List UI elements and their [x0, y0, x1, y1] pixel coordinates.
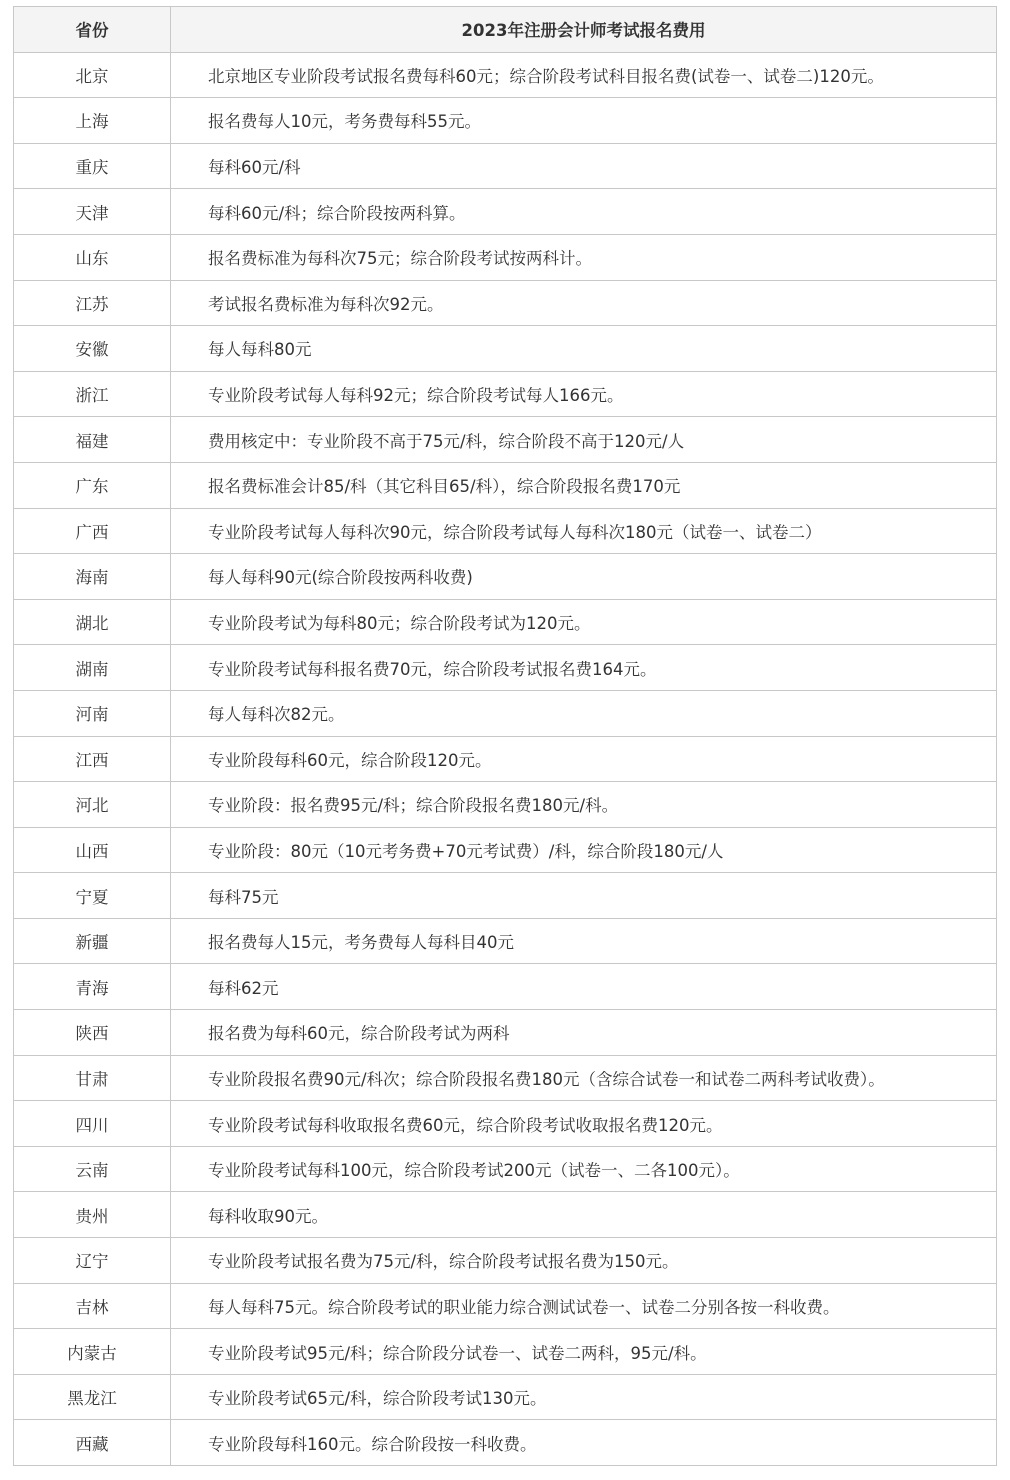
province-cell: 天津 [14, 189, 171, 235]
table-row [14, 690, 997, 736]
table-row [14, 234, 997, 280]
province-cell: 新疆 [14, 918, 171, 964]
table-row [14, 918, 997, 964]
header-fee: 2023年注册会计师考试报名费用 [171, 7, 997, 53]
province-cell: 江西 [14, 736, 171, 782]
fee-cell: 专业阶段考试报名费为75元/科，综合阶段考试报名费为150元。 [171, 1238, 997, 1284]
province-cell: 河南 [14, 690, 171, 736]
fee-cell: 专业阶段考试每科100元，综合阶段考试200元（试卷一、二各100元）。 [171, 1146, 997, 1192]
fee-cell: 报名费为每科60元，综合阶段考试为两科 [171, 1010, 997, 1056]
fee-cell: 每人每科75元。综合阶段考试的职业能力综合测试试卷一、试卷二分别各按一科收费。 [171, 1283, 997, 1329]
fee-cell: 专业阶段：报名费95元/科；综合阶段报名费180元/科。 [171, 782, 997, 828]
fee-cell: 专业阶段考试每人每科92元；综合阶段考试每人166元。 [171, 371, 997, 417]
province-cell: 广西 [14, 508, 171, 554]
table-row [14, 873, 997, 919]
fee-cell: 专业阶段考试每科收取报名费60元，综合阶段考试收取报名费120元。 [171, 1101, 997, 1147]
province-cell: 重庆 [14, 143, 171, 189]
fee-cell: 专业阶段考试每科报名费70元，综合阶段考试报名费164元。 [171, 645, 997, 691]
province-cell: 山西 [14, 827, 171, 873]
province-cell: 贵州 [14, 1192, 171, 1238]
province-cell: 浙江 [14, 371, 171, 417]
fee-cell: 每科收取90元。 [171, 1192, 997, 1238]
province-cell: 湖北 [14, 599, 171, 645]
table-row [14, 417, 997, 463]
table-row [14, 1420, 997, 1466]
province-cell: 黑龙江 [14, 1374, 171, 1420]
fee-table [13, 6, 997, 1466]
province-cell: 河北 [14, 782, 171, 828]
table-row [14, 1329, 997, 1375]
province-cell: 湖南 [14, 645, 171, 691]
fee-cell: 费用核定中：专业阶段不高于75元/科，综合阶段不高于120元/人 [171, 417, 997, 463]
table-row [14, 280, 997, 326]
table-row [14, 98, 997, 144]
table-row [14, 554, 997, 600]
table-row [14, 1238, 997, 1284]
fee-cell: 每人每科80元 [171, 326, 997, 372]
table-row [14, 782, 997, 828]
fee-cell: 专业阶段考试95元/科；综合阶段分试卷一、试卷二两科，95元/科。 [171, 1329, 997, 1375]
fee-cell: 报名费每人10元，考务费每科55元。 [171, 98, 997, 144]
fee-cell: 专业阶段报名费90元/科次；综合阶段报名费180元（含综合试卷一和试卷二两科考试收费）。 [171, 1055, 997, 1101]
table-row [14, 508, 997, 554]
province-cell: 西藏 [14, 1420, 171, 1466]
fee-cell: 报名费标准为每科次75元；综合阶段考试按两科计。 [171, 234, 997, 280]
province-cell: 四川 [14, 1101, 171, 1147]
fee-cell: 专业阶段：80元（10元考务费+70元考试费）/科，综合阶段180元/人 [171, 827, 997, 873]
table-row [14, 736, 997, 782]
fee-cell: 每人每科次82元。 [171, 690, 997, 736]
province-cell: 山东 [14, 234, 171, 280]
province-cell: 江苏 [14, 280, 171, 326]
table-row [14, 1010, 997, 1056]
fee-cell: 每人每科90元(综合阶段按两科收费) [171, 554, 997, 600]
province-cell: 宁夏 [14, 873, 171, 919]
fee-cell: 考试报名费标准为每科次92元。 [171, 280, 997, 326]
table-row [14, 645, 997, 691]
fee-cell: 专业阶段每科60元，综合阶段120元。 [171, 736, 997, 782]
table-header-row [14, 7, 997, 53]
province-cell: 陕西 [14, 1010, 171, 1056]
fee-cell: 每科75元 [171, 873, 997, 919]
table-row [14, 143, 997, 189]
province-cell: 云南 [14, 1146, 171, 1192]
fee-cell: 专业阶段考试每人每科次90元，综合阶段考试每人每科次180元（试卷一、试卷二） [171, 508, 997, 554]
table-row [14, 1374, 997, 1420]
province-cell: 青海 [14, 964, 171, 1010]
province-cell: 吉林 [14, 1283, 171, 1329]
province-cell: 福建 [14, 417, 171, 463]
table-row [14, 964, 997, 1010]
fee-cell: 报名费每人15元，考务费每人每科目40元 [171, 918, 997, 964]
fee-cell: 专业阶段每科160元。综合阶段按一科收费。 [171, 1420, 997, 1466]
table-row [14, 462, 997, 508]
province-cell: 辽宁 [14, 1238, 171, 1284]
fee-cell: 专业阶段考试65元/科，综合阶段考试130元。 [171, 1374, 997, 1420]
table-row [14, 52, 997, 98]
province-cell: 广东 [14, 462, 171, 508]
fee-cell: 专业阶段考试为每科80元；综合阶段考试为120元。 [171, 599, 997, 645]
fee-cell: 每科60元/科；综合阶段按两科算。 [171, 189, 997, 235]
table-row [14, 1101, 997, 1147]
table-body [14, 52, 997, 1465]
fee-cell: 每科62元 [171, 964, 997, 1010]
fee-cell: 每科60元/科 [171, 143, 997, 189]
table-row [14, 1283, 997, 1329]
table-row [14, 1146, 997, 1192]
table-row [14, 1192, 997, 1238]
province-cell: 北京 [14, 52, 171, 98]
province-cell: 内蒙古 [14, 1329, 171, 1375]
table-row [14, 371, 997, 417]
province-cell: 甘肃 [14, 1055, 171, 1101]
table-row [14, 599, 997, 645]
province-cell: 安徽 [14, 326, 171, 372]
province-cell: 海南 [14, 554, 171, 600]
fee-cell: 北京地区专业阶段考试报名费每科60元；综合阶段考试科目报名费(试卷一、试卷二)120元。 [171, 52, 997, 98]
table-row [14, 189, 997, 235]
table-row [14, 827, 997, 873]
table-row [14, 1055, 997, 1101]
fee-cell: 报名费标准会计85/科（其它科目65/科），综合阶段报名费170元 [171, 462, 997, 508]
header-province: 省份 [14, 7, 171, 53]
province-cell: 上海 [14, 98, 171, 144]
table-row [14, 326, 997, 372]
